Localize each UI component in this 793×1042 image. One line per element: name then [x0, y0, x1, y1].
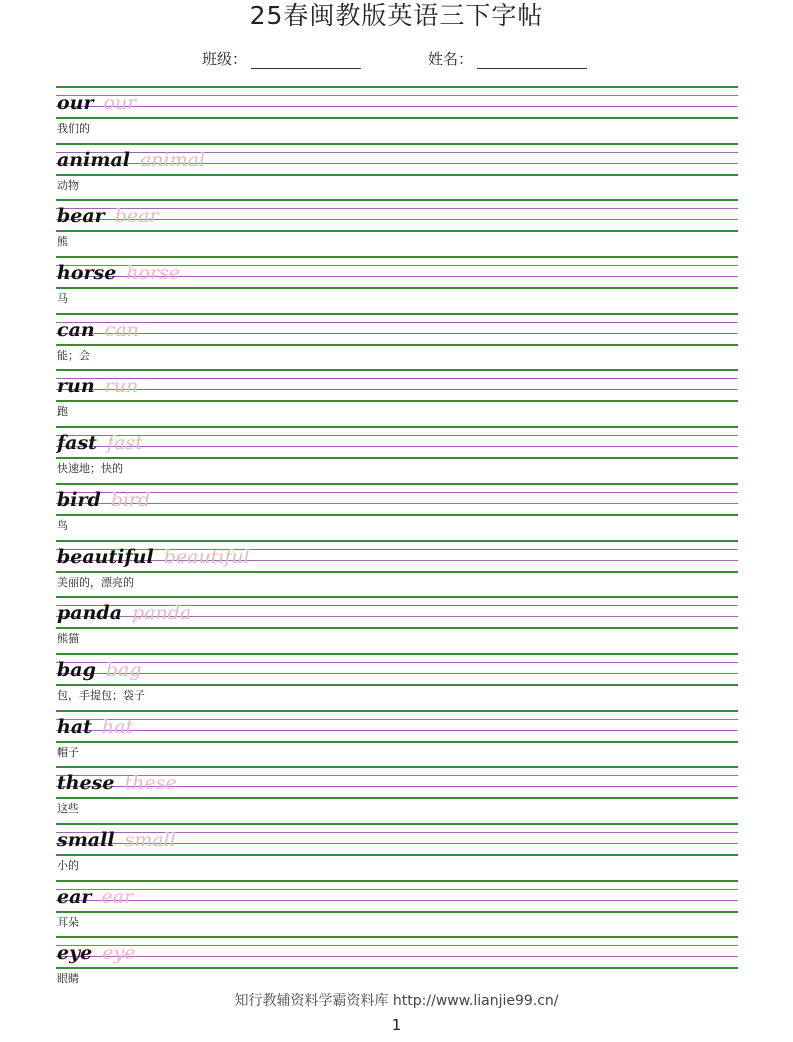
word-model: fast [57, 432, 97, 455]
word-trace: bag [105, 658, 142, 681]
practice-word [57, 89, 136, 117]
guide-line [56, 313, 738, 315]
practice-row [0, 141, 793, 198]
word-model: hat [57, 715, 92, 738]
word-meaning: 小的 [57, 858, 79, 872]
word-model: our [57, 92, 94, 114]
guide-line [56, 492, 738, 493]
word-trace: beautiful [163, 545, 250, 568]
guide-line [56, 945, 738, 946]
word-trace: bear [114, 205, 159, 228]
guide-line [56, 256, 738, 258]
guide-line [56, 435, 738, 436]
practice-row [0, 594, 793, 651]
word-model: beautiful [57, 545, 154, 568]
guide-line [56, 673, 738, 674]
word-trace: horse [126, 262, 181, 285]
guide-line [56, 596, 738, 598]
word-meaning: 帽子 [57, 745, 79, 759]
word-meaning: 动物 [57, 178, 79, 192]
page-title: 25春闽教版英语三下字帖 [249, 1, 544, 30]
word-meaning: 跑 [57, 405, 68, 419]
word-meaning: 熊 [57, 235, 68, 249]
practice-row [0, 934, 793, 991]
practice-row [0, 878, 793, 935]
practice-word [57, 429, 143, 457]
word-trace: bird [110, 488, 151, 511]
practice-row [0, 708, 793, 765]
word-meaning: 马 [57, 292, 68, 306]
guide-line [56, 854, 738, 856]
practice-word [57, 939, 135, 967]
guide-line [56, 446, 738, 447]
guide-line [56, 514, 738, 516]
guide-line [56, 174, 738, 176]
practice-row [0, 651, 793, 708]
word-trace: small [124, 828, 176, 851]
guide-line [56, 730, 738, 731]
word-trace: these [124, 772, 177, 795]
guide-line [56, 117, 738, 119]
word-trace: animal [139, 148, 206, 171]
word-model: panda [57, 602, 123, 625]
word-meaning: 快速地；快的 [57, 462, 123, 476]
guide-line [56, 457, 738, 459]
practice-word [57, 486, 150, 514]
guide-line [56, 900, 738, 901]
guide-line [56, 571, 738, 573]
name-field [428, 48, 587, 69]
guide-line [56, 143, 738, 145]
word-trace: run [104, 375, 139, 398]
guide-line [56, 503, 738, 504]
word-trace: eye [102, 942, 136, 965]
guide-line [56, 483, 738, 485]
guide-line [56, 710, 738, 712]
practice-row [0, 481, 793, 538]
word-meaning: 我们的 [57, 122, 90, 135]
practice-word [57, 372, 138, 400]
practice-word [57, 769, 177, 797]
guide-line [56, 956, 738, 957]
word-meaning: 美丽的，漂亮的 [57, 575, 134, 589]
practice-rows [0, 84, 793, 991]
word-model: bird [57, 488, 101, 511]
guide-line [56, 911, 738, 913]
guide-line [56, 287, 738, 289]
guide-line [56, 389, 738, 390]
guide-line [56, 540, 738, 542]
footer-text: 知行教辅资料学霸资料库 http://www.lianjie99.cn/ [234, 993, 559, 1009]
class-blank-line[interactable] [251, 54, 361, 69]
guide-line [56, 823, 738, 825]
word-model: bag [57, 658, 96, 681]
student-info-fields [0, 48, 793, 70]
practice-row [0, 821, 793, 878]
guide-line [56, 627, 738, 629]
guide-line [56, 653, 738, 655]
practice-word [57, 656, 142, 684]
practice-word [57, 883, 133, 911]
guide-line [56, 95, 738, 96]
page-number: 1 [391, 1016, 402, 1034]
practice-row [0, 367, 793, 424]
name-blank-line[interactable] [477, 54, 587, 69]
practice-row [0, 254, 793, 311]
guide-line [56, 230, 738, 232]
word-meaning: 这些 [57, 802, 79, 816]
guide-line [56, 880, 738, 882]
word-trace: ear [101, 885, 134, 908]
guide-line [56, 378, 738, 379]
word-meaning: 包，手提包；袋子 [57, 688, 145, 702]
practice-row [0, 538, 793, 595]
practice-word [57, 146, 205, 174]
guide-line [56, 741, 738, 743]
guide-line [56, 426, 738, 428]
practice-row [0, 311, 793, 368]
practice-word [57, 543, 250, 571]
guide-line [56, 400, 738, 402]
practice-word [57, 202, 159, 230]
word-model: run [57, 375, 95, 398]
word-trace: fast [106, 432, 143, 455]
guide-line [56, 662, 738, 663]
word-trace: our [103, 92, 137, 114]
guide-line [56, 967, 738, 969]
word-trace: hat [101, 715, 134, 738]
guide-line [56, 106, 738, 107]
guide-line [56, 333, 738, 334]
practice-word [57, 316, 139, 344]
practice-row [0, 197, 793, 254]
word-model: small [57, 828, 115, 851]
guide-line [56, 719, 738, 720]
class-field [202, 48, 361, 69]
practice-row [0, 764, 793, 821]
name-label: 姓名： [428, 50, 474, 68]
guide-line [56, 344, 738, 346]
word-meaning: 眼睛 [57, 972, 79, 986]
guide-line [56, 936, 738, 938]
guide-line [56, 797, 738, 799]
word-meaning: 熊猫 [57, 632, 79, 646]
guide-line [56, 684, 738, 686]
practice-row [0, 424, 793, 481]
word-meaning: 能；会 [57, 348, 90, 362]
word-meaning: 耳朵 [57, 915, 79, 929]
guide-line [56, 369, 738, 371]
word-model: these [57, 772, 115, 795]
word-model: ear [57, 885, 92, 908]
guide-line [56, 86, 738, 88]
class-label: 班级： [202, 50, 248, 68]
practice-word [57, 599, 191, 627]
word-model: can [57, 318, 95, 341]
guide-line [56, 199, 738, 201]
practice-word [57, 259, 180, 287]
guide-line [56, 889, 738, 890]
practice-word [57, 713, 133, 741]
word-model: bear [57, 205, 105, 228]
word-meaning: 鸟 [57, 518, 68, 532]
guide-line [56, 766, 738, 768]
word-model: animal [57, 148, 130, 171]
guide-line [56, 322, 738, 323]
word-trace: can [104, 318, 139, 341]
word-trace: panda [132, 602, 192, 625]
practice-row [0, 84, 793, 141]
word-model: horse [57, 262, 117, 285]
practice-word [57, 826, 176, 854]
word-model: eye [57, 942, 93, 965]
